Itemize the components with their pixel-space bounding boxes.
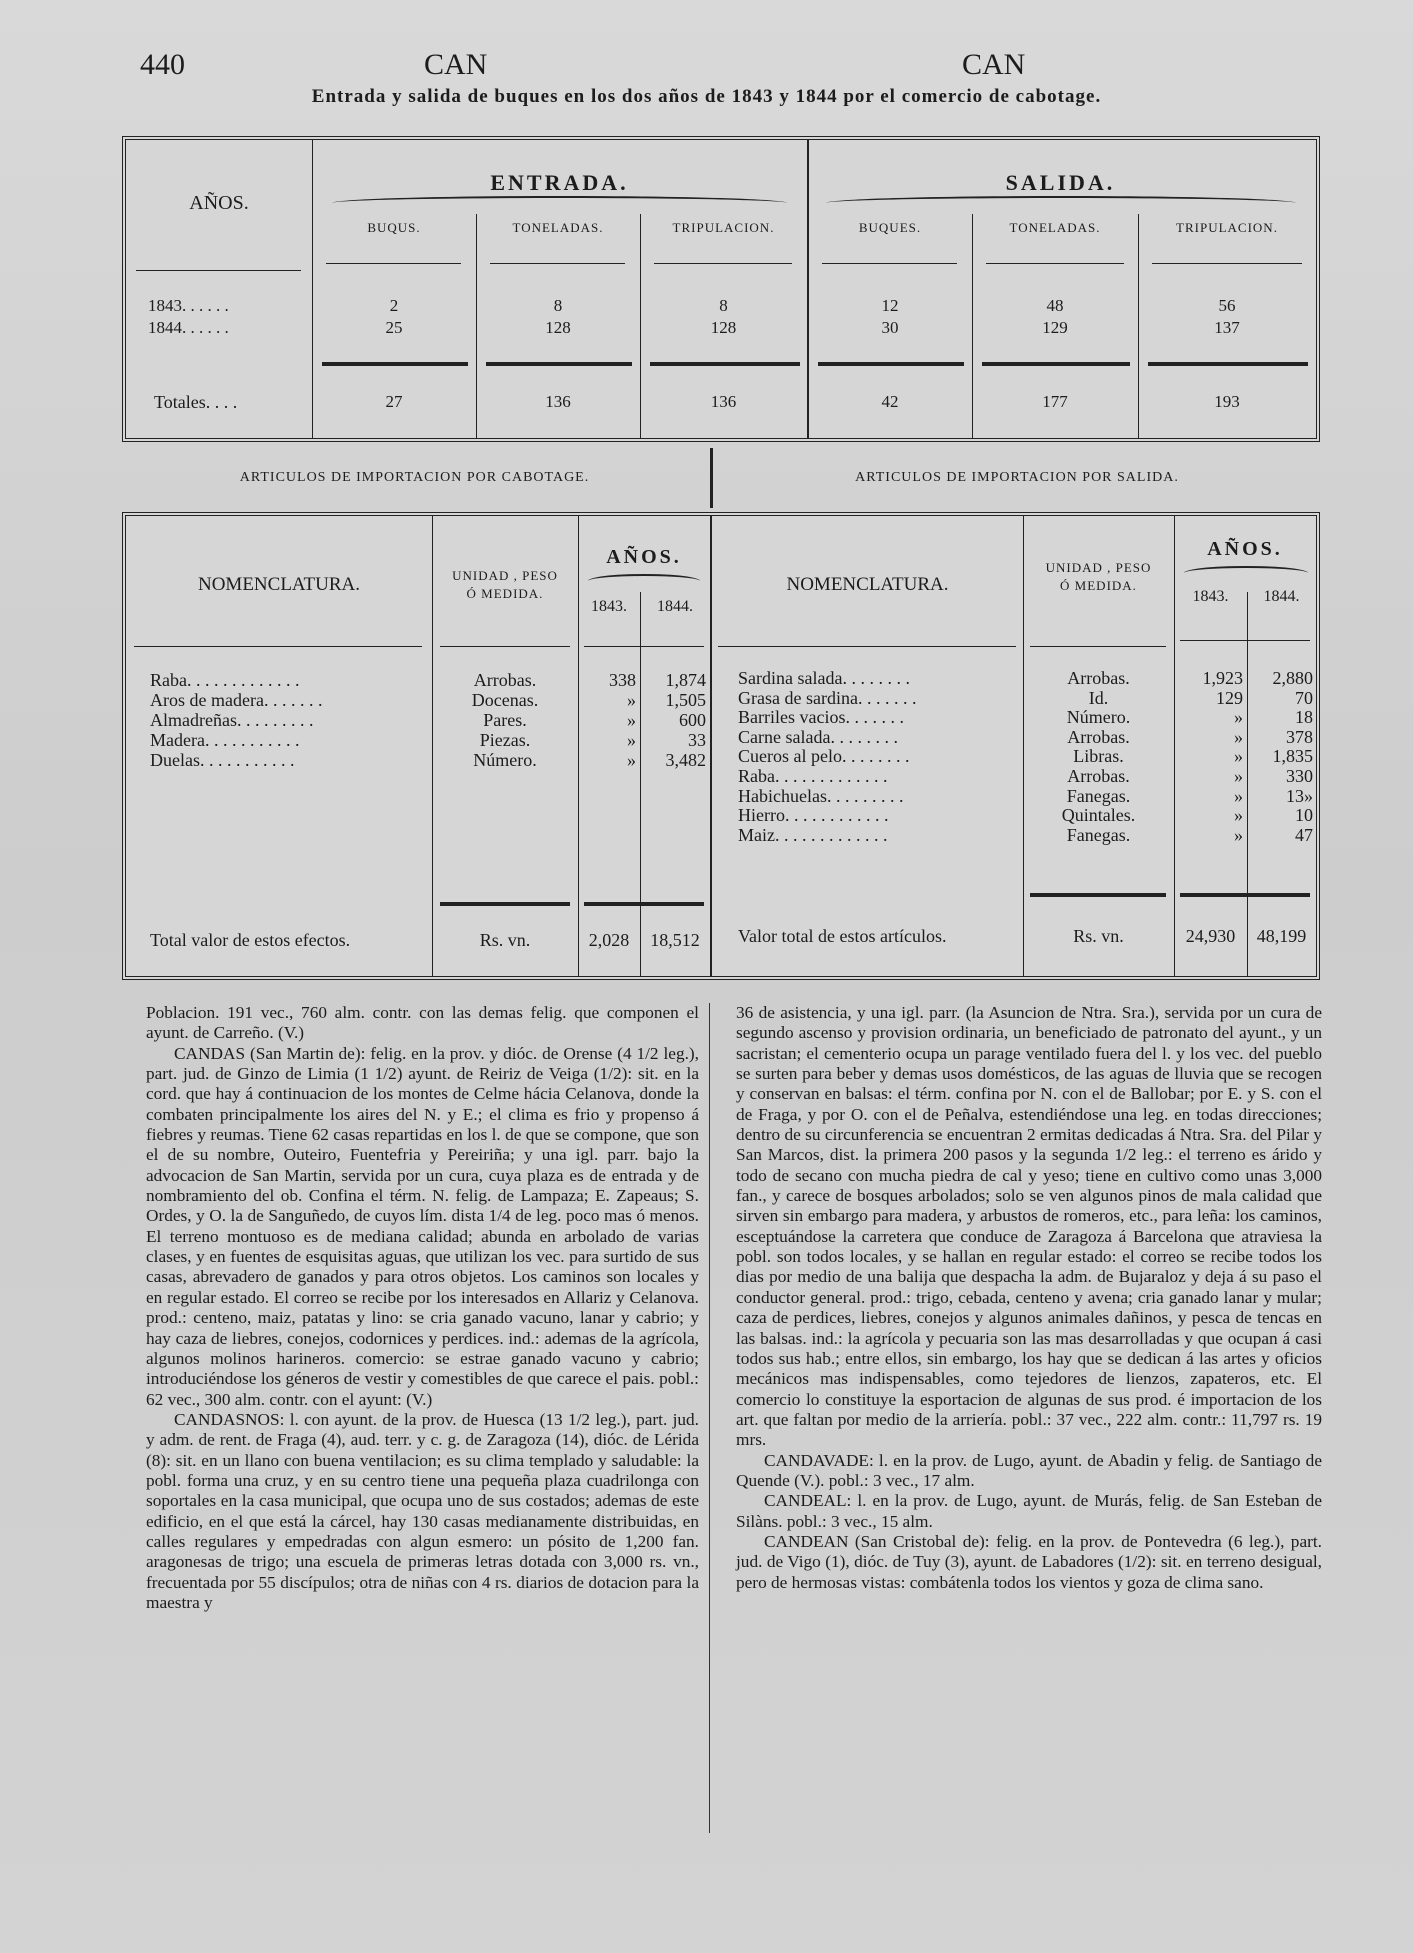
cell: 12 xyxy=(881,296,899,315)
right-row-unit: Arrobas. xyxy=(1067,668,1130,688)
cell: 137 xyxy=(1214,318,1240,337)
left-row-name: Raba. . . . . . . . . . . . . xyxy=(150,670,300,690)
cell: 128 xyxy=(545,318,571,337)
shipping-table xyxy=(122,136,1320,442)
left-total-1844: 18,512 xyxy=(650,930,700,950)
left-row-name: Aros de madera. . . . . . . xyxy=(150,690,323,710)
left-row-b: 3,482 xyxy=(665,750,706,770)
right-total-unit: Rs. vn. xyxy=(1073,926,1124,946)
totals-label: Totales. . . . xyxy=(154,392,238,412)
left-total-unit: Rs. vn. xyxy=(479,930,531,950)
paragraph: CANDEAN (San Cristobal de): felig. en la prov. de Pontevedra (6 leg.), part. jud. de Vigo (1), dióc. de Tuy (3), ayunt. de Labadores (1/2): sit. en terreno desigual, pero de hermosas vistas: combátenla todos los vientos y goza de clima sano. xyxy=(736,1531,1322,1592)
right-row-unit: Fanegas. xyxy=(1066,824,1131,845)
nomenclatura-left: NOMENCLATURA. xyxy=(197,574,361,595)
left-row-unit: Docenas. xyxy=(471,690,539,710)
left-row-b: 33 xyxy=(688,730,706,750)
right-row-name: Barriles vacios. . . . . . . xyxy=(738,707,904,728)
left-row-a: » xyxy=(627,750,636,770)
page-subtitle: Entrada y salida de buques en los dos años de 1843 y 1844 por el comercio de cabotage. xyxy=(311,86,1102,107)
right-row-b: 47 xyxy=(1295,824,1313,845)
right-row-a: 1,923 xyxy=(1202,668,1243,688)
year-1843-left: 1843. xyxy=(591,598,627,615)
right-row-b: 18 xyxy=(1295,707,1313,728)
cell: 129 xyxy=(1042,318,1068,337)
left-row-name: Madera. . . . . . . . . . . xyxy=(150,730,300,750)
articulos-headings xyxy=(122,448,1320,508)
header-right: CAN xyxy=(962,48,1026,81)
sub-toneladas-out: TONELADAS. xyxy=(1009,220,1101,235)
right-total-label: Valor total de estos artículos. xyxy=(738,926,947,946)
imports-table xyxy=(122,512,1320,980)
right-row-a: » xyxy=(1234,824,1243,845)
left-total-1843: 2,028 xyxy=(588,930,630,950)
nomenclatura-right: NOMENCLATURA. xyxy=(786,574,949,595)
left-row-a: » xyxy=(627,730,636,750)
paragraph: 36 de asistencia, y una igl. parr. (la Asuncion de Ntra. Sra.), servida por un cura de segundo ascenso y provision ordinaria, un beneficiado de patronato del ayunt., y un sacristan; el cementerio ocupa un parage ventilado fuera del l. y los vec. del pueblo se surten para beber y demas usos domésticos, de las aguas de lluvia que se recogen y conservan en balsas: el térm. confina por N. con el de Ballobar; por E. y S. con el de Fraga, y por O. con el de Peñalva, estendiéndose una leg. en todas direcciones; dentro de su circunferencia se encuentran 2 ermitas dedicadas á Ntra. Sra. del Pilar y San Marcos, dist. la primera 200 pasos y la segunda 1/2 leg.: el terreno es árido y todo de secano con mucha piedra de cal y yeso; tiene en cultivo como unas 3,000 fan., y carece de bosques arbolados; solo se ven algunos pinos de mala calidad que sirven sin embargo para madera, y arbustos de romeros, etc., para leña: los caminos, esceptuándose la carretera que conduce de Zaragoza á Barcelona que atraviesa la pobl. son todos locales, y se hallan en regular estado: el correo se recibe todos los dias por medio de una balija que despacha la adm. de Bujaraloz y deja á su paso el conductor general. prod.: trigo, cebada, centeno y avena; cria ganado lanar y mular; caza de perdices, liebres, conejos y algunos animales dañinos, y pesca de tencas en las balsas. ind.: la agrícola y pecuaria son las mas desarrolladas y que ocupan á casi todos sus hab.; entre ellos, sin embargo, los hay que se dedican á las artes y oficios mecánicos mas indispensables, como tejedores de lienzos, zapateros, etc. El comercio lo constituye la esportacion de algunas de sus prod. é importacion de los art. que faltan por medio de la arriería. pobl.: 37 vec., 222 alm. contr.: 11,797 rs. 19 mrs. xyxy=(736,1003,1322,1450)
salida-heading: SALIDA. xyxy=(1005,170,1116,195)
salida-brace xyxy=(826,196,1296,210)
sub-toneladas-in: TONELADAS. xyxy=(512,220,604,235)
right-row-a: » xyxy=(1234,707,1243,728)
sub-tripulacion-in: TRIPULACION. xyxy=(672,220,775,235)
total-cell: 42 xyxy=(881,392,899,411)
cell: 2 xyxy=(389,296,399,315)
entrada-brace xyxy=(332,196,787,210)
sub-tripulacion-out: TRIPULACION. xyxy=(1176,220,1278,235)
anos-right: AÑOS. xyxy=(1207,538,1283,560)
right-row-b: 70 xyxy=(1295,687,1313,708)
left-row-unit: Pares. xyxy=(483,710,527,730)
right-row-b: 10 xyxy=(1295,805,1313,826)
left-row-b: 1,874 xyxy=(665,670,706,690)
unidad2-right: Ó MEDIDA. xyxy=(1060,578,1137,593)
total-cell: 136 xyxy=(545,392,571,411)
right-row-b: 2,880 xyxy=(1272,668,1313,688)
right-row-name: Grasa de sardina. . . . . . . xyxy=(738,687,917,708)
right-row-a: » xyxy=(1234,726,1243,747)
entrada-heading: ENTRADA. xyxy=(490,170,629,195)
right-total-1843: 24,930 xyxy=(1185,926,1236,946)
sub-buques-in: BUQUS. xyxy=(367,220,421,235)
left-row-a: » xyxy=(627,710,636,730)
total-cell: 27 xyxy=(385,392,403,411)
left-row-b: 600 xyxy=(679,710,706,730)
col-anos: AÑOS. xyxy=(189,192,249,214)
right-row-a: » xyxy=(1234,805,1243,826)
sub-buques-out: BUQUES. xyxy=(858,220,922,235)
cell: 128 xyxy=(710,318,737,337)
right-row-unit: Id. xyxy=(1088,687,1109,708)
cell: 8 xyxy=(719,296,728,315)
right-row-unit: Libras. xyxy=(1073,746,1124,767)
articulos-right: ARTICULOS DE IMPORTACION POR SALIDA. xyxy=(855,470,1179,485)
right-row-unit: Quintales. xyxy=(1061,805,1136,826)
right-row-unit: Fanegas. xyxy=(1066,785,1131,806)
right-row-name: Cueros al pelo. . . . . . . . xyxy=(738,746,910,767)
paragraph: CANDAS (San Martin de): felig. en la prov. y dióc. de Orense (4 1/2 leg.), part. jud. de Ginzo de Limia (1 1/2) ayunt. de Reiriz de Veiga (1/2): sit. en la cord. que hay á continuacion de los montes de Celme hácia Celanova, donde la combaten principalmente los aires del N. y E.; el clima es frio y propenso á fiebres y reumas. Tiene 62 casas repartidas en los l. de que se compone, que son el de su nombre, Outeiro, Fuentefria y Pereiriña; y una igl. parr. bajo la advocacion de San Martin, servida por un cura, cuya plaza es de entrada y de nombramiento del ob. Confina el térm. N. felig. de Lampaza; E. Zapeaus; S. Ordes, y O. la de Sanguñedo, de cuyos lím. dista 1/4 de leg. poco mas ó menos. El terreno montuoso es de mediana calidad; abunda en arbolado de varias clases, y en fuentes de esquisitas aguas, que utilizan los vec. para surtido de sus casas, abrevadero de ganados y para otros objetos. Los caminos son locales y en regular estado. El correo se recibe por los interesados en Allariz y Celanova. prod.: centeno, maiz, patatas y lino: se cria ganado vacuno, lanar y cabrio; y hay caza de liebres, conejos, codornices y perdices. ind.: ademas de la agrícola, algunos molinos harineros. comercio: se estrae ganado vacuno y cabrio; introduciéndose los géneros de vestir y comestibles de que carece el pais. pobl.: 62 vec., 300 alm. contr. con el ayunt: (V.) xyxy=(146,1043,699,1409)
right-row-a: » xyxy=(1234,785,1243,806)
total-cell: 193 xyxy=(1214,392,1240,411)
unidad-right: UNIDAD , PESO xyxy=(1045,560,1152,575)
left-row-b: 1,505 xyxy=(665,690,706,710)
left-row-unit: Piezas. xyxy=(479,730,531,750)
cell: 30 xyxy=(881,318,899,337)
total-cell: 177 xyxy=(1042,392,1068,411)
text-column-left xyxy=(146,1003,699,1613)
row-1844-year: 1844. . . . . . xyxy=(148,318,229,337)
left-total-label: Total valor de estos efectos. xyxy=(150,930,351,950)
header-left: CAN xyxy=(424,48,488,81)
left-row-a: 338 xyxy=(609,670,636,690)
year-1844-right: 1844. xyxy=(1263,588,1300,605)
right-row-unit: Arrobas. xyxy=(1067,766,1130,786)
text-column-right xyxy=(736,1003,1322,1593)
right-row-name: Carne salada. . . . . . . . xyxy=(738,726,898,747)
right-total-1844: 48,199 xyxy=(1256,926,1307,946)
column-divider xyxy=(709,1003,710,1833)
right-row-b: 378 xyxy=(1286,726,1313,747)
paragraph: Poblacion. 191 vec., 760 alm. contr. con las demas felig. que componen el ayunt. de Carreño. (V.) xyxy=(146,1003,699,1043)
right-row-name: Habichuelas. . . . . . . . . xyxy=(738,785,904,806)
cell: 8 xyxy=(553,296,563,315)
cell: 25 xyxy=(385,318,403,337)
right-row-name: Maiz. . . . . . . . . . . . . xyxy=(738,824,888,845)
right-row-name: Hierro. . . . . . . . . . . . xyxy=(738,805,889,826)
row-1843-year: 1843. . . . . . xyxy=(148,296,229,315)
right-row-a: » xyxy=(1234,746,1243,767)
paragraph: CANDAVADE: l. en la prov. de Lugo, ayunt. de Abadin y felig. de Santiago de Quende (V.). pobl.: 3 vec., 17 alm. xyxy=(736,1450,1322,1490)
anos-left-brace xyxy=(588,574,700,588)
left-row-unit: Número. xyxy=(473,750,537,770)
anos-left: AÑOS. xyxy=(606,546,682,568)
cell: 56 xyxy=(1218,296,1236,315)
right-row-a: » xyxy=(1234,766,1243,786)
left-row-name: Duelas. . . . . . . . . . . xyxy=(150,750,295,770)
cell: 48 xyxy=(1046,296,1064,315)
articulos-left: ARTICULOS DE IMPORTACION POR CABOTAGE. xyxy=(239,470,590,485)
paragraph: CANDASNOS: l. con ayunt. de la prov. de Huesca (13 1/2 leg.), part. jud. y adm. de rent. de Fraga (4), aud. terr. y c. g. de Zaragoza (14), dióc. de Lérida (8): sit. en un llano con buena ventilacion; es su clima templado y saludable: la pobl. forma una cruz, y en su centro tiene una pequeña plaza cuadrilonga con soportales en la casa municipal, que ocupa uno de sus costados; ademas de este edificio, en el que está la cárcel, hay 130 casas medianamente distribuidas, en calles regulares y empedradas con algun esmero: un pósito de 1,200 fan. aragonesas de trigo; una escuela de primeras letras dotada con 3,000 rs. vn., frecuentada por 55 discípulos; otra de niñas con 4 rs. diarios de dotacion para la maestra y xyxy=(146,1409,699,1612)
right-row-b: 330 xyxy=(1286,766,1313,786)
year-1843-right: 1843. xyxy=(1192,588,1229,605)
left-row-a: » xyxy=(627,690,636,710)
paragraph: CANDEAL: l. en la prov. de Lugo, ayunt. de Murás, felig. de San Esteban de Silàns. pobl.: 3 vec., 15 alm. xyxy=(736,1491,1322,1531)
year-1844-left: 1844. xyxy=(657,598,693,615)
right-row-unit: Número. xyxy=(1066,707,1131,728)
right-row-a: 129 xyxy=(1216,687,1243,708)
right-row-b: 13» xyxy=(1286,785,1313,806)
right-row-name: Sardina salada. . . . . . . . xyxy=(738,668,910,688)
unidad-left: UNIDAD , PESO xyxy=(452,568,558,583)
right-row-b: 1,835 xyxy=(1272,746,1313,767)
right-row-name: Raba. . . . . . . . . . . . . xyxy=(738,766,888,786)
left-row-name: Almadreñas. . . . . . . . . xyxy=(150,710,314,730)
left-row-unit: Arrobas. xyxy=(473,670,537,690)
right-row-unit: Arrobas. xyxy=(1067,726,1130,747)
page-number: 440 xyxy=(140,48,185,81)
unidad2-left: Ó MEDIDA. xyxy=(466,586,544,601)
total-cell: 136 xyxy=(710,392,737,411)
anos-right-brace xyxy=(1184,566,1308,580)
